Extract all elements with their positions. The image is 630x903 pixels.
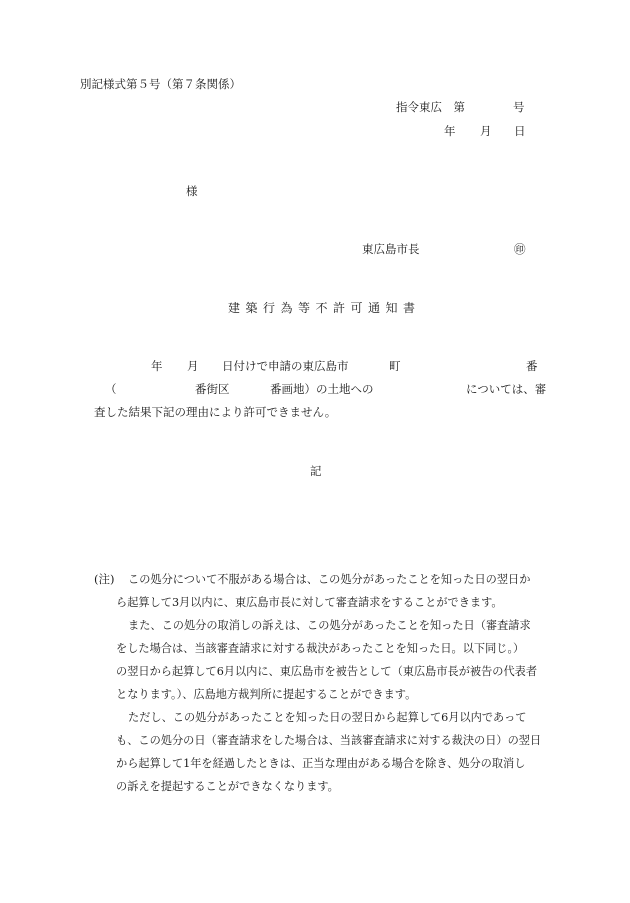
- note-line-2: ら起算して3月以内に、東広島市長に対して審査請求をすることができます。: [116, 596, 503, 609]
- body-line3: 査した結果下記の理由により許可できません。: [94, 405, 337, 419]
- body-ban: 番: [526, 359, 538, 373]
- body-date-phrase: 日付けで申請の東広島市: [222, 359, 349, 373]
- date-day: 日: [514, 124, 526, 138]
- body-month: 月: [187, 359, 199, 373]
- body-open-paren: （: [105, 382, 117, 396]
- document-title: 建築行為等不許可通知書: [228, 301, 421, 315]
- note-line-1: この処分について不服がある場合は、この処分があったことを知った日の翌日か: [128, 573, 531, 586]
- date-month: 月: [480, 124, 492, 138]
- body-bangaichi: 番画地）の土地への: [270, 382, 374, 396]
- form-label: 別記様式第５号（第７条関係）: [80, 77, 241, 91]
- body-bangaiku: 番街区: [195, 382, 230, 396]
- note-line-7: ただし、この処分があったことを知った日の翌日から起算して6月以内であって: [128, 711, 527, 724]
- note-line-4: をした場合は、当該審査請求に対する裁決があったことを知った日。以下同じ。）: [116, 642, 525, 655]
- note-line-3: また、この処分の取消しの訴えは、この処分があったことを知った日（審査請求: [128, 619, 531, 632]
- note-line-8: も、この処分の日（審査請求をした場合は、当該審査請求に対する裁決の日）の翌日: [116, 734, 542, 747]
- note-line-6: となります。）、広島地方裁判所に提起することができます。: [116, 688, 417, 701]
- addressee-suffix: 様: [186, 184, 198, 198]
- note-mark: (注): [94, 572, 115, 586]
- issuer-title: 東広島市長: [362, 242, 420, 256]
- body-town: 町: [389, 359, 401, 373]
- note-line-5: の翌日から起算して6月以内に、東広島市を被告として（東広島市長が被告の代表者: [116, 665, 538, 678]
- ki-heading: 記: [310, 464, 322, 478]
- reference-number-prefix: 指令東広 第: [396, 100, 465, 114]
- body-line2-tail: については、審: [466, 382, 547, 396]
- note-line-9: から起算して1年を経過したときは、正当な理由がある場合を除き、処分の取消し: [116, 757, 526, 770]
- body-year: 年: [151, 359, 163, 373]
- seal-mark: ㊞: [514, 242, 526, 256]
- note-line-10: の訴えを提起することができなくなります。: [116, 780, 339, 793]
- reference-number-suffix: 号: [513, 100, 525, 114]
- date-year: 年: [444, 124, 456, 138]
